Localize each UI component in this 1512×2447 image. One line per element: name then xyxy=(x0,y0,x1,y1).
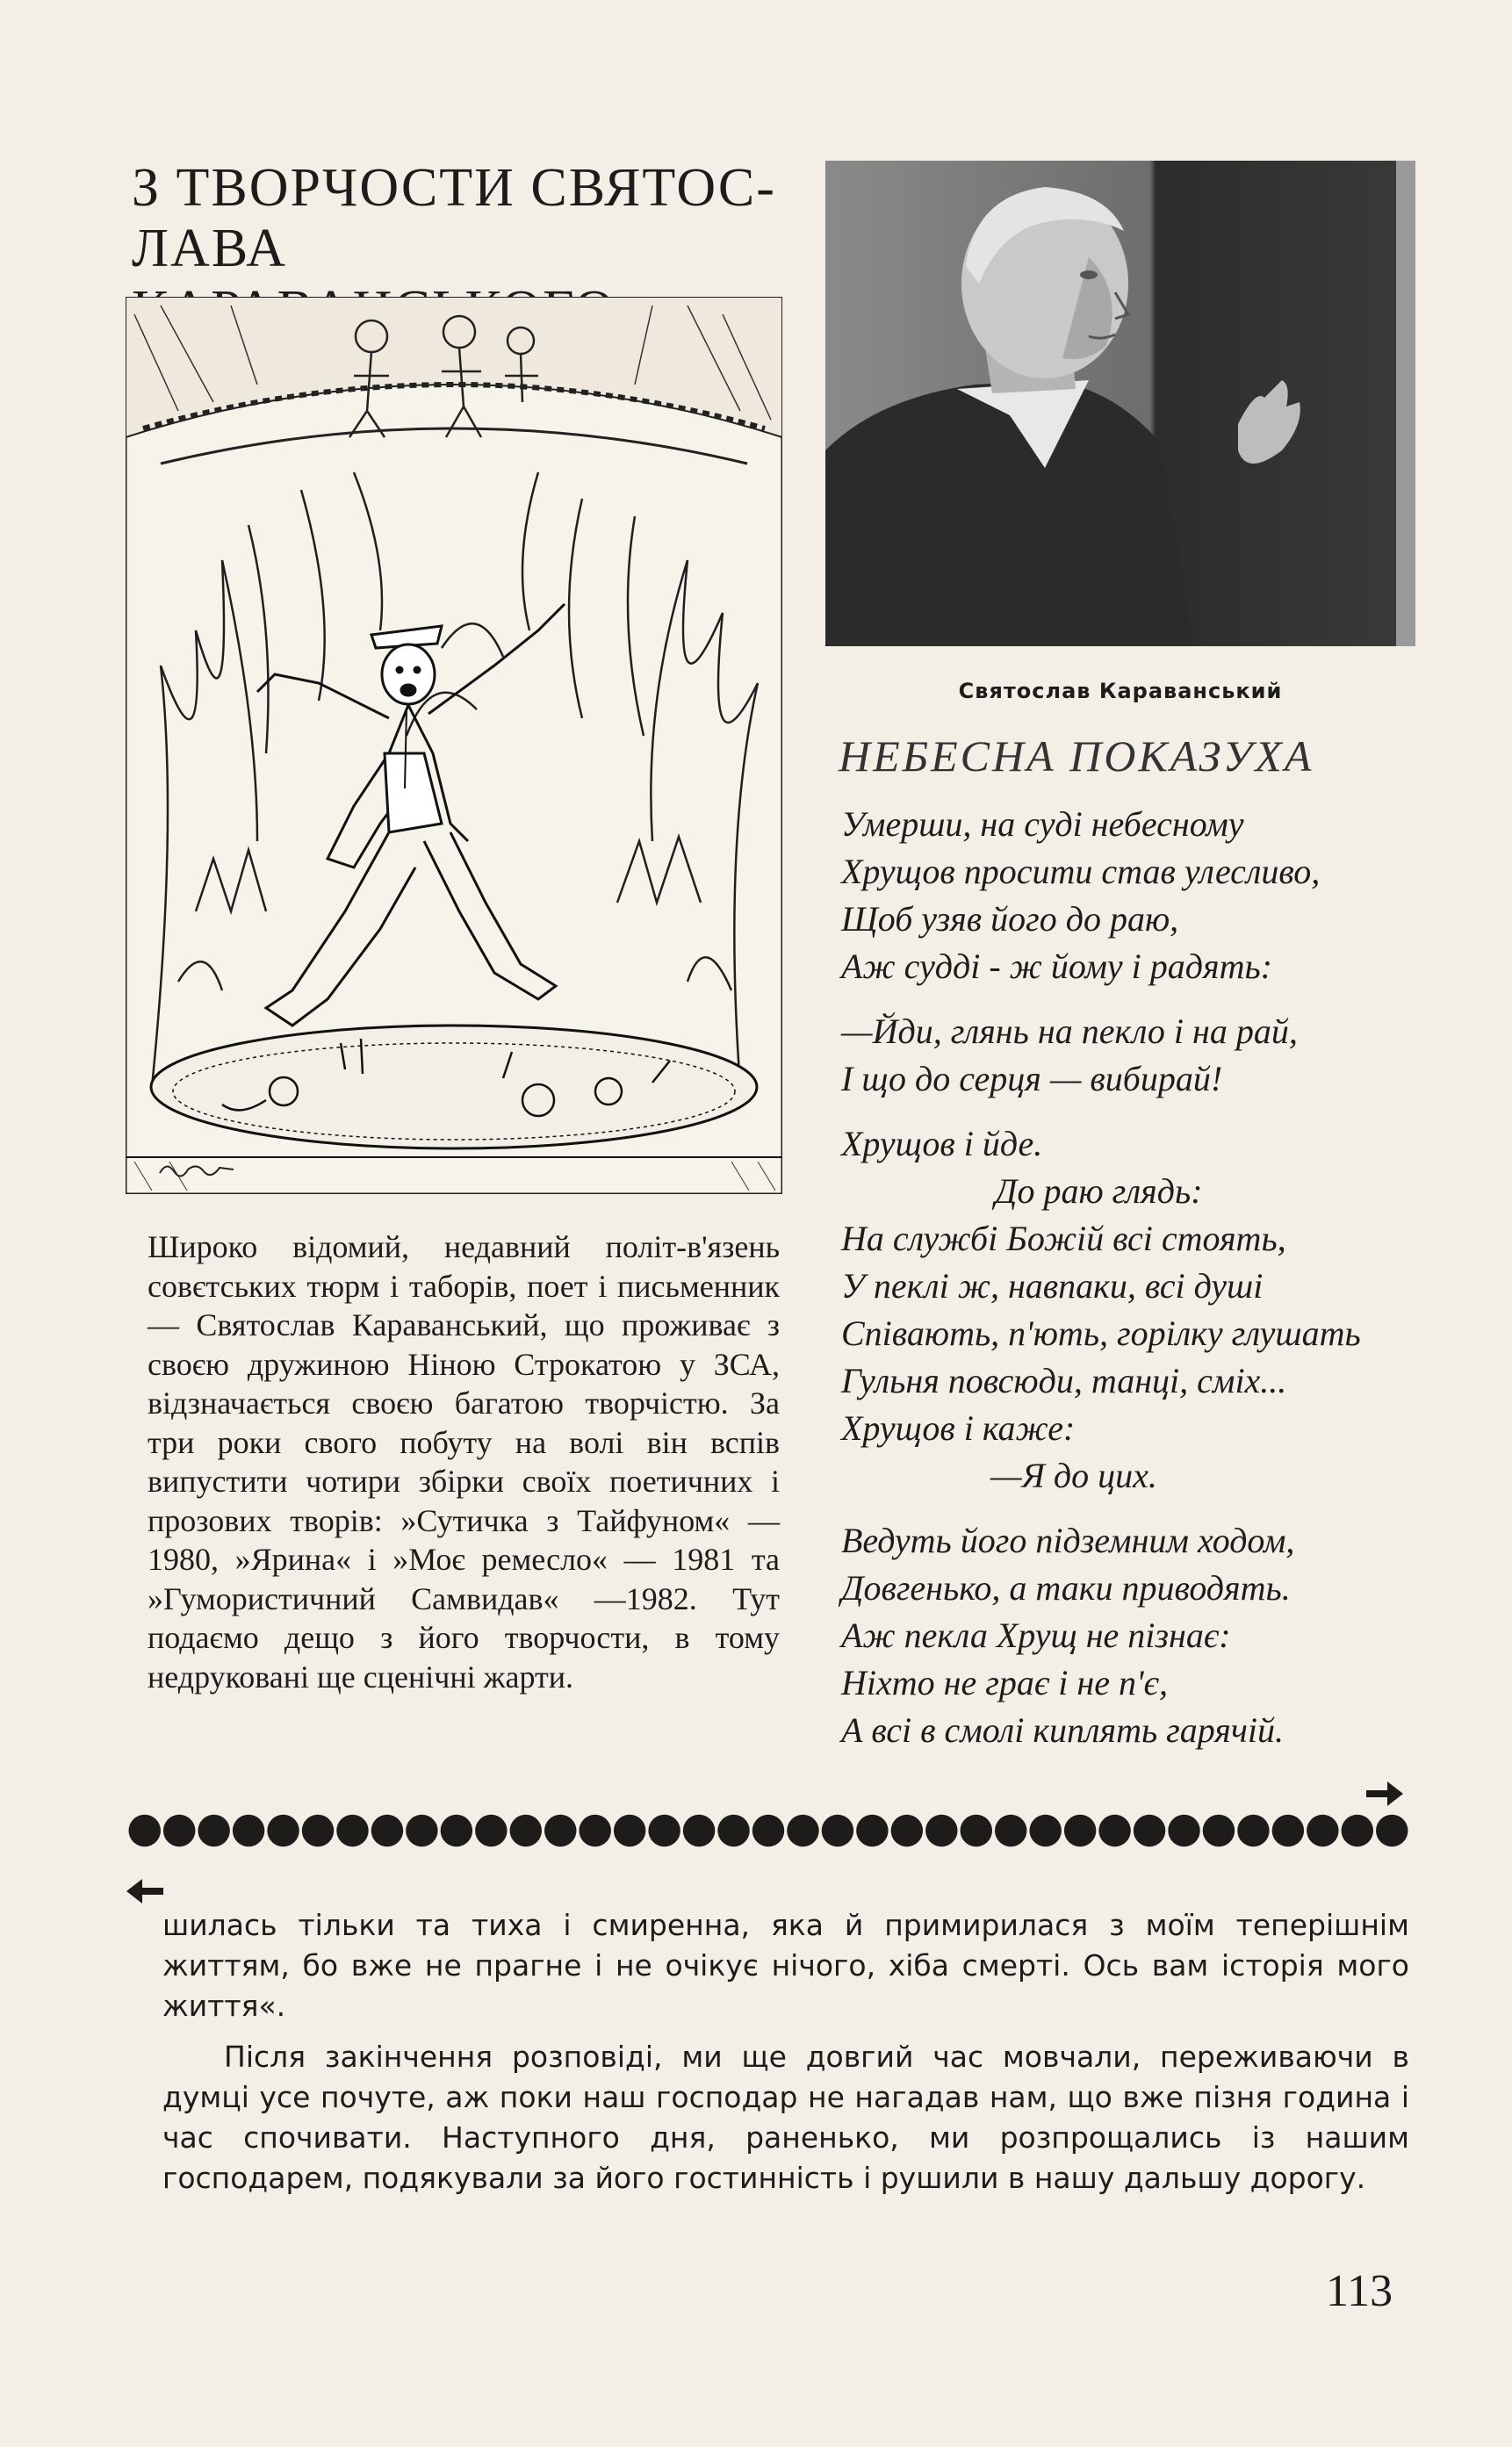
poem-line: І що до серця — вибирай! xyxy=(841,1059,1223,1098)
poem-line: До раю глядь: xyxy=(995,1171,1203,1211)
satirical-illustration xyxy=(126,297,782,1194)
poem-stanza xyxy=(841,1120,1473,1500)
story-paragraph: Після закінчення розповіді, ми ще довгий час мовчали, переживаючи в думці усе почуте, аж поки наш господар не нагадав нам, що вже пізня година і час спочивати. Наступного дня, раненько, ми розпрощались із нашим господарем, подякували за його гостинність і рушили в нашу дальшу дорогу. xyxy=(162,2040,1409,2195)
divider-dot xyxy=(856,1815,888,1846)
title-line-2: ЛАВА xyxy=(132,219,288,279)
divider-dot xyxy=(787,1815,818,1846)
divider-dot xyxy=(614,1815,645,1846)
poem-line: Хрущов просити став улесливо, xyxy=(841,852,1321,891)
divider-dot xyxy=(129,1815,161,1846)
divider-dot xyxy=(1376,1815,1408,1846)
divider-dot xyxy=(683,1815,715,1846)
divider-dot xyxy=(1098,1815,1130,1846)
divider-dot xyxy=(648,1815,680,1846)
divider-dot xyxy=(302,1815,334,1846)
divider-dot xyxy=(371,1815,403,1846)
poem-line: Аж судді - ж йому і радять: xyxy=(841,946,1272,986)
artist-signature xyxy=(158,1157,237,1182)
divider-dot xyxy=(752,1815,784,1846)
divider-dots xyxy=(127,1800,1409,1861)
divider-dot xyxy=(406,1815,437,1846)
divider-dot xyxy=(822,1815,853,1846)
divider-dot xyxy=(475,1815,507,1846)
poem-stanza xyxy=(841,801,1473,990)
poem-line: —Йди, глянь на пекло і на рай, xyxy=(841,1011,1298,1051)
author-photo xyxy=(825,161,1415,646)
divider-dot xyxy=(961,1815,992,1846)
divider-dot xyxy=(1342,1815,1373,1846)
divider-dot xyxy=(1029,1815,1061,1846)
poem-line: Умерши, на суді небесному xyxy=(841,804,1244,844)
poem-line: На службі Божій всі стоять, xyxy=(841,1219,1286,1258)
poem-line: У пеклі ж, навпаки, всі душі xyxy=(841,1266,1264,1306)
divider-dot xyxy=(1272,1815,1304,1846)
poem-line: Хрущов і каже: xyxy=(841,1408,1076,1448)
poem-line: Співають, п'ють, горілку глушать xyxy=(841,1313,1361,1353)
divider-dot xyxy=(198,1815,229,1846)
divider-dot xyxy=(579,1815,610,1846)
title-line-1: З ТВОРЧОСТИ СВЯТОС- xyxy=(132,158,776,218)
dotted-divider xyxy=(127,1800,1409,1861)
divider-dot xyxy=(1168,1815,1199,1846)
divider-dot xyxy=(1307,1815,1338,1846)
photo-caption: Святослав Караванський xyxy=(958,679,1283,703)
divider-dot xyxy=(1203,1815,1235,1846)
page-number: 113 xyxy=(1326,2266,1393,2316)
story-paragraph: шилась тільки та тиха і смиренна, яка й примирилася з моїм теперішнім життям, бо вже не прагне і не очікує нічого, хіба смерті. Ось вам історія мого життя«. xyxy=(162,1908,1409,2023)
poem-line: —Я до цих. xyxy=(990,1456,1157,1495)
divider-dot xyxy=(891,1815,923,1846)
divider-dot xyxy=(441,1815,472,1846)
divider-dot xyxy=(544,1815,576,1846)
poem-line: Ніхто не грає і не п'є, xyxy=(841,1663,1168,1702)
intro-paragraph: Широко відомий, недавний політ-в'язень совєтських тюрм і таборів, поет і письменник — Святослав Караванський, що проживає з своєю дружиною Ніною Строкатою у ЗСА, відзначається своєю багатою творчістю. За три роки свого побуту на волі він вспів випустити чотири збірки своїх поетичних і прозових творів: »Сутичка з Тайфуном« — 1980, »Ярина« і »Моє ремесло« — 1981 та »Гумористичний Самвидав« —1982. Тут подаємо дещо з його творчости, в тому недруковані ще сценічні жарти. xyxy=(148,1229,780,1695)
divider-dot xyxy=(1237,1815,1269,1846)
poem-line: Хрущов і йде. xyxy=(841,1124,1043,1163)
divider-dot xyxy=(233,1815,264,1846)
divider-dot xyxy=(267,1815,299,1846)
poem-title: НЕБЕСНА ПОКАЗУХА xyxy=(839,731,1314,781)
poem-stanza xyxy=(841,1517,1473,1754)
poem-line: Аж пекла Хрущ не пізнає: xyxy=(841,1616,1231,1655)
poem-line: Щоб узяв його до раю, xyxy=(841,899,1179,939)
divider-dot xyxy=(336,1815,368,1846)
signature-scribble xyxy=(158,1157,237,1178)
illustration-drawing xyxy=(126,297,782,1194)
poem-line: Довгенько, а таки приводять. xyxy=(841,1568,1291,1608)
poem-stanza xyxy=(841,1008,1473,1103)
divider-dot xyxy=(925,1815,957,1846)
poem-line: Ведуть його підземним ходом, xyxy=(841,1521,1295,1560)
divider-dot xyxy=(1064,1815,1096,1846)
poem-body xyxy=(841,801,1473,1772)
continued-from-arrow-icon xyxy=(123,1875,167,1907)
divider-dot xyxy=(1134,1815,1165,1846)
divider-dot xyxy=(995,1815,1026,1846)
poem-line: А всі в смолі киплять гарячій. xyxy=(841,1710,1285,1750)
divider-dot xyxy=(163,1815,195,1846)
divider-dot xyxy=(717,1815,749,1846)
poem-line: Гульня повсюди, танці, сміх... xyxy=(841,1361,1287,1400)
portrait-image xyxy=(825,161,1415,646)
divider-dot xyxy=(510,1815,542,1846)
